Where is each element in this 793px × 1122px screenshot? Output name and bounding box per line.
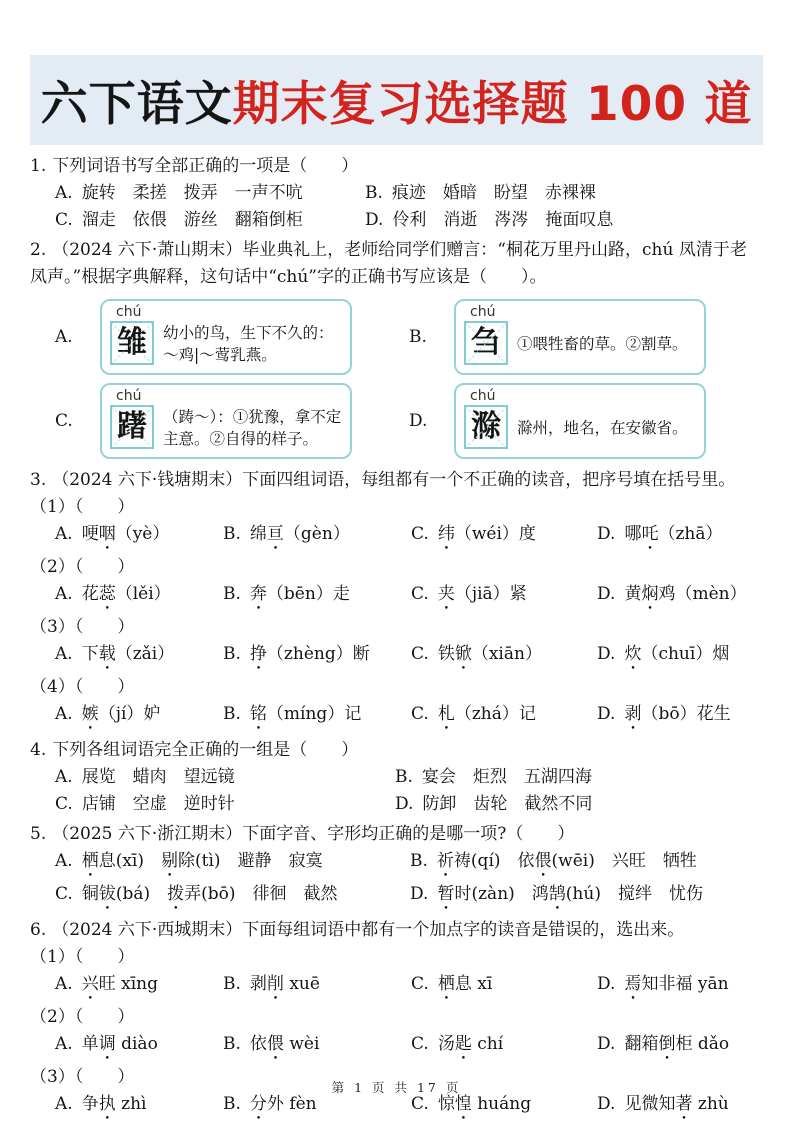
question-5-stem [30, 821, 763, 848]
option-d: D. 剥（bō）花生 [597, 704, 731, 724]
options-row [30, 701, 763, 734]
candidate-character: 躇 [117, 409, 147, 444]
option-c: C. 铜钹(bá) 拨弄(bō) 徘徊 截然 [55, 884, 338, 904]
question-number: 6. [30, 920, 47, 940]
option-b: B. 祈祷(qí) 依偎(wēi) 兴旺 牺牲 [410, 851, 697, 871]
page-number-footer: 第 1 页 共 17 页 [331, 1080, 462, 1095]
option-b: B. 痕迹 婚暗 盼望 赤裸裸 [365, 183, 596, 203]
option-c: C. 溜走 依偎 游丝 翻箱倒柜 [55, 210, 303, 230]
dictionary-entry-card [100, 299, 352, 375]
question-stem-text: （2024 六下·萧山期末）毕业典礼上，老师给同学们赠言：“桐花万里丹山路，chú 凤清于老凤声。”根据字典解释，这句话中“chú”字的正确书写应该是（ ）。 [30, 240, 747, 287]
options-row [30, 791, 763, 818]
question-2-stem [30, 237, 763, 291]
option-c: C. 札（zhá）记 [411, 704, 536, 724]
question-number: 4. [30, 740, 47, 760]
character-grid-box [464, 321, 508, 365]
option-a: A. 争执 zhì [55, 1094, 147, 1114]
pinyin-label: chú [116, 304, 142, 320]
dictionary-headword [464, 388, 508, 452]
option-a: A. 兴旺 xīng [55, 974, 158, 994]
question-1 [30, 153, 763, 234]
option-b: B. 奔（bēn）走 [223, 584, 350, 604]
candidate-character: 刍 [471, 325, 501, 360]
option-a: A. 旋转 柔搓 拨弄 一声不吭 [55, 183, 303, 203]
options-row [30, 764, 763, 791]
option-b: B. 剥削 xuē [223, 974, 320, 994]
option-c: C. 惊惶 huáng [411, 1094, 532, 1114]
dictionary-headword [110, 304, 154, 368]
title-topic-part: 期末复习选择题 100 道 [232, 76, 753, 132]
option-d: D. 见微知著 zhù [597, 1094, 729, 1114]
option-c: C. 汤匙 chí [411, 1034, 504, 1054]
question-3 [30, 467, 763, 734]
option-d: D. 暂时(zàn) 鸿鹄(hú) 搅绊 忧伤 [410, 884, 703, 904]
option-c: C. 夹（jiā）紧 [411, 584, 527, 604]
options-row [30, 299, 763, 375]
question-stem-text: 下列词语书写全部正确的一项是（ ） [52, 156, 359, 176]
sub-question-heading: （4）（ ） [30, 677, 135, 697]
candidate-character: 雏 [117, 325, 147, 360]
option-a: A. 栖息(xī) 剔除(tì) 避静 寂寞 [55, 851, 323, 871]
sub-question-heading: （2）（ ） [30, 557, 135, 577]
character-grid-box [110, 405, 154, 449]
options-row [30, 641, 763, 674]
options-row [30, 881, 763, 914]
dictionary-entry-card [454, 383, 706, 459]
question-stem-text: （2025 六下·浙江期末）下面字音、字形均正确的是哪一项?（ ） [52, 824, 575, 844]
option-b: B. 绵亘（gèn） [223, 524, 350, 544]
sub-question-heading: （3）（ ） [30, 1067, 135, 1087]
option-c: C. 纬（wéi）度 [411, 524, 536, 544]
option-c: C. 栖息 xī [411, 974, 493, 994]
dictionary-definition: 幼小的鸟，生下不久的：～鸡|～莺乳燕。 [163, 323, 334, 364]
options-row [30, 581, 763, 614]
option-d: D. 伶利 消逝 涔涔 掩面叹息 [365, 210, 614, 230]
dictionary-definition: ①喂牲畜的草。②割草。 [517, 334, 688, 353]
option-a: A. chú 雏 幼小的鸟，生下不久的：～鸡|～莺乳燕。 [55, 299, 409, 375]
options-row [30, 521, 763, 554]
option-b: B. 挣（zhèng）断 [223, 644, 370, 664]
dictionary-definition: （踌～）：①犹豫，拿不定主意。②自得的样子。 [163, 407, 342, 448]
option-c: C. chú 躇 （踌～）：①犹豫，拿不定主意。②自得的样子。 [55, 383, 409, 459]
question-5 [30, 821, 763, 914]
question-4 [30, 737, 763, 818]
option-b: B. chú 刍 ①喂牲畜的草。②割草。 [409, 299, 763, 375]
sub-question-heading: （1）（ ） [30, 947, 135, 967]
question-number: 5. [30, 824, 47, 844]
worksheet-title-band [30, 55, 763, 145]
option-d: D. chú 滁 滁州，地名，在安徽省。 [409, 383, 763, 459]
option-b: B. 分外 fèn [223, 1094, 317, 1114]
option-b: B. 依偎 wèi [223, 1034, 320, 1054]
option-d: D. 焉知非福 yān [597, 974, 729, 994]
option-d: D. 哪吒（zhā） [597, 524, 723, 544]
question-stem-text: （2024 六下·西城期末）下面每组词语中都有一个加点字的读音是错误的，选出来。 [52, 920, 685, 940]
pinyin-label: chú [470, 388, 496, 404]
option-b: B. 铭（míng）记 [223, 704, 362, 724]
pinyin-label: chú [470, 304, 496, 320]
title-grade-part: 六下语文 [40, 76, 233, 132]
option-d: D. 炊（chuī）烟 [597, 644, 730, 664]
pinyin-label: chú [116, 388, 142, 404]
question-stem-text: （2024 六下·钱塘期末）下面四组词语，每组都有一个不正确的读音，把序号填在括号里。（1）（ ） [30, 470, 736, 517]
options-row [30, 971, 763, 1004]
question-number: 2. [30, 240, 47, 260]
option-a: A. 花蕊（lěi） [55, 584, 171, 604]
question-number: 3. [30, 470, 47, 490]
sub-question-heading: （2）（ ） [30, 1007, 135, 1027]
question-1-stem [30, 153, 763, 180]
question-number: 1. [30, 156, 47, 176]
option-c: C. 铁锨（xiān） [411, 644, 542, 664]
question-stem-text: 下列各组词语完全正确的一组是（ ） [52, 740, 359, 760]
sub-question-heading: （3）（ ） [30, 617, 135, 637]
dictionary-entry-card [100, 383, 352, 459]
options-row [30, 207, 763, 234]
dictionary-entry-card [454, 299, 706, 375]
candidate-character: 滁 [471, 409, 501, 444]
options-row [30, 383, 763, 459]
question-3-stem [30, 467, 763, 521]
character-grid-box [464, 405, 508, 449]
question-2 [30, 237, 763, 459]
options-row [30, 848, 763, 881]
character-grid-box [110, 321, 154, 365]
option-a: A. 哽咽（yè） [55, 524, 170, 544]
option-a: A. 展览 蜡肉 望远镜 [55, 767, 235, 787]
question-4-stem [30, 737, 763, 764]
dictionary-definition: 滁州，地名，在安徽省。 [517, 418, 688, 437]
option-a: A. 嫉（jí）妒 [55, 704, 161, 724]
options-row [30, 1031, 763, 1064]
option-d: D. 黄焖鸡（mèn） [597, 584, 747, 604]
dictionary-headword [464, 304, 508, 368]
dictionary-headword [110, 388, 154, 452]
option-a: A. 单调 diào [55, 1034, 158, 1054]
option-d: D. 防卸 齿轮 截然不同 [395, 794, 593, 814]
option-c: C. 店铺 空虚 逆时针 [55, 794, 235, 814]
options-row [30, 180, 763, 207]
option-b: B. 宴会 炬烈 五湖四海 [395, 767, 592, 787]
option-a: A. 下载（zǎi） [55, 644, 175, 664]
option-d: D. 翻箱倒柜 dǎo [597, 1034, 730, 1054]
question-6-stem [30, 917, 763, 944]
